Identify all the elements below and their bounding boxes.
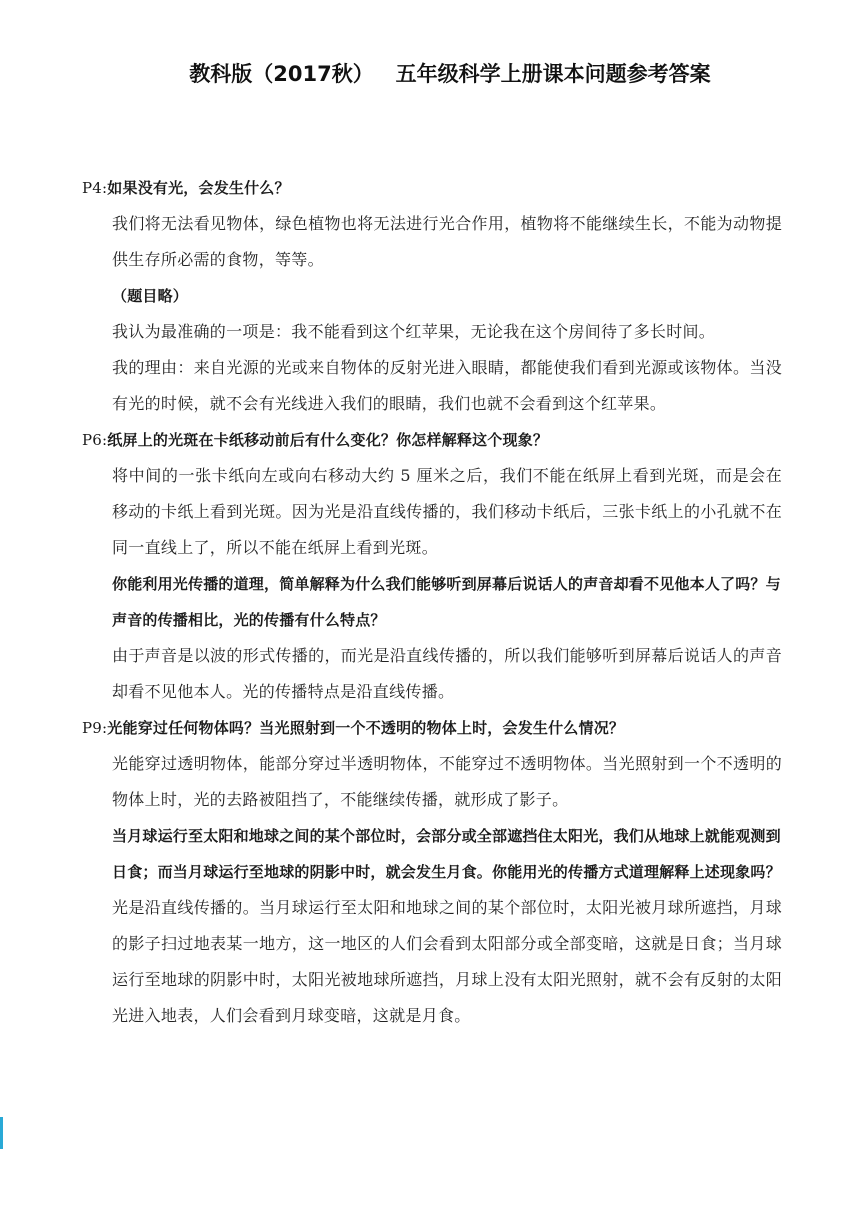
answer-eclipse: 光是沿直线传播的。当月球运行至太阳和地球之间的某个部位时，太阳光被月球所遮挡，月球的影子扫过地表某一地方，这一地区的人们会看到太阳部分或全部变暗，这就是日食；当月球运行至地球的阴影中时，太阳光被地球所遮挡，月球上没有太阳光照射，就不会有反射的太阳光进入地表，人们会看到月球变暗，这就是月食。 — [112, 898, 782, 1025]
question-p4 — [82, 170, 782, 206]
question-sound-vs-light: 你能利用光传播的道理，简单解释为什么我们能够听到屏幕后说话人的声音却看不见他本人了吗？与声音的传播相比，光的传播有什么特点？ — [112, 575, 781, 629]
question-text: 纸屏上的光斑在卡纸移动前后有什么变化？你怎样解释这个现象？ — [107, 431, 549, 449]
page-title: 教科版（2017秋） 五年级科学上册课本问题参考答案 — [189, 62, 711, 86]
answer-sound-vs-light: 由于声音是以波的形式传播的，而光是沿直线传播的，所以我们能够听到屏幕后说话人的声音却看不见他本人。光的传播特点是沿直线传播。 — [112, 646, 782, 701]
question-eclipse: 当月球运行至太阳和地球之间的某个部位时，会部分或全部遮挡住太阳光，我们从地球上就能观测到日食；而当月球运行至地球的阴影中时，就会发生月食。你能用光的传播方式道理解释上述现象吗？ — [112, 827, 781, 881]
question-p6 — [82, 422, 782, 458]
answer-reason: 我的理由：来自光源的光或来自物体的反射光进入眼睛，都能使我们看到光源或该物体。当没有光的时候，就不会有光线进入我们的眼睛，我们也就不会看到这个红苹果。 — [112, 358, 782, 413]
question-p9 — [82, 710, 782, 746]
question-text: 光能穿过任何物体吗？当光照射到一个不透明的物体上时，会发生什么情况？ — [107, 719, 625, 737]
answer-p9: 光能穿过透明物体，能部分穿过半透明物体，不能穿过不透明物体。当光照射到一个不透明的物体上时，光的去路被阻挡了，不能继续传播，就形成了影子。 — [112, 754, 782, 809]
page-number: P9: — [82, 719, 108, 737]
question-text: 如果没有光，会发生什么？ — [107, 179, 290, 197]
answer-p4: 我们将无法看见物体，绿色植物也将无法进行光合作用，植物将不能继续生长，不能为动物提供生存所必需的食物，等等。 — [112, 214, 782, 269]
page-number: P4: — [82, 179, 108, 197]
page-number: P6: — [82, 431, 108, 449]
question-omitted-note: （题目略） — [112, 287, 189, 305]
document-body — [82, 170, 782, 1034]
page-edge-mark — [0, 1117, 3, 1149]
answer-choice: 我认为最准确的一项是：我不能看到这个红苹果，无论我在这个房间待了多长时间。 — [112, 322, 716, 341]
answer-p6: 将中间的一张卡纸向左或向右移动大约 5 厘米之后，我们不能在纸屏上看到光斑，而是会在移动的卡纸上看到光斑。因为光是沿直线传播的，我们移动卡纸后，三张卡纸上的小孔就不在同一直线上了，所以不能在纸屏上看到光斑。 — [112, 466, 782, 557]
